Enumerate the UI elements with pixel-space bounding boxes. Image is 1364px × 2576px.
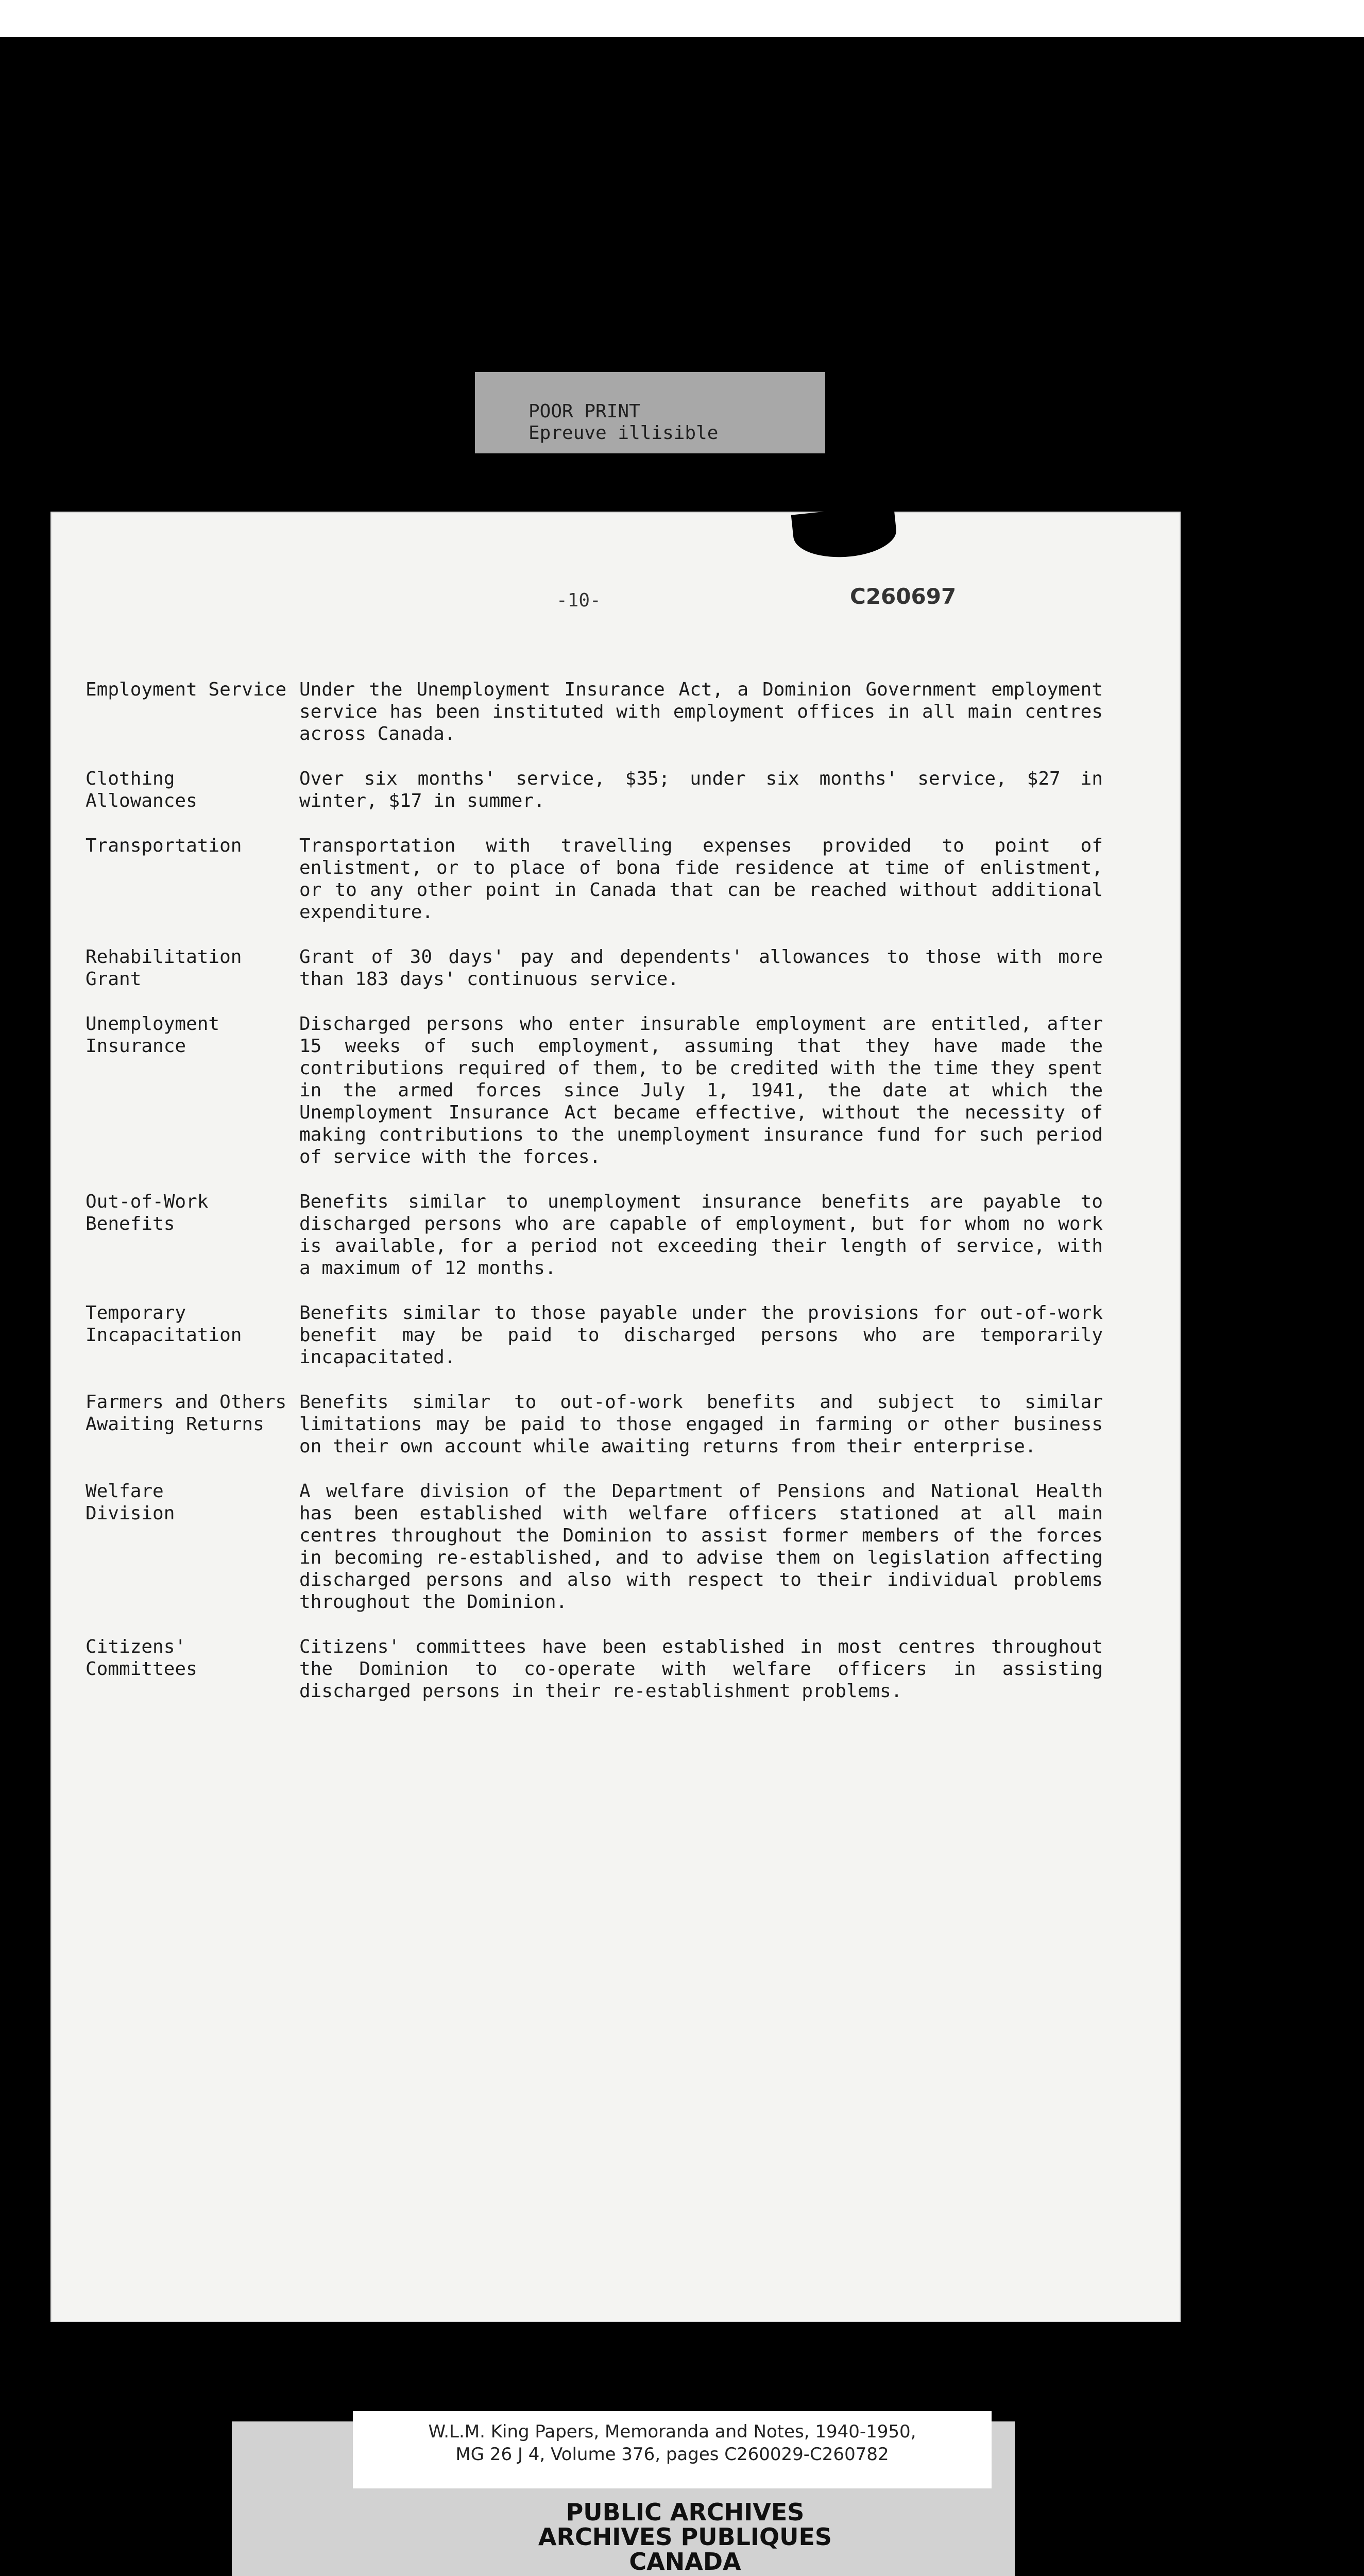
entry-label: Clothing Allowances xyxy=(86,768,197,811)
stamp-line-1: PUBLIC ARCHIVES xyxy=(566,2498,805,2526)
document-page xyxy=(52,513,1180,2321)
entry-label: Rehabilitation Grant xyxy=(86,946,242,990)
entry-employment-service xyxy=(86,679,1141,745)
entry-label: Temporary Incapacitation xyxy=(86,1302,242,1346)
entry-text: Grant of 30 days' pay and dependents' allowances to those with more than 183 days' continuous service. xyxy=(299,946,1103,990)
reference-line-2: MG 26 J 4, Volume 376, pages C260029-C260782 xyxy=(455,2444,889,2465)
public-archives-stamp xyxy=(448,2500,922,2574)
poor-print-line-2: Epreuve illisible xyxy=(528,422,719,444)
entry-label: Unemployment Insurance xyxy=(86,1013,220,1057)
entry-text: Under the Unemployment Insurance Act, a Dominion Government employment service has been instituted with employment offices in all main centres across Canada. xyxy=(299,679,1103,744)
stamp-line-3: CANADA xyxy=(629,2548,741,2575)
top-margin-strip xyxy=(0,0,1364,37)
entry-text: Benefits similar to those payable under the provisions for out-of-work benefit may be paid to discharged persons who are temporarily incapacitated. xyxy=(299,1302,1103,1368)
entry-text: A welfare division of the Department of Pensions and National Health has been established with welfare officers stationed at all main centres throughout the Dominion to assist former members of the forces in becoming re-established, and to advise them on legislation affecting discharged persons and also with respect to their individual problems throughout the Dominion. xyxy=(299,1481,1103,1613)
entry-rehabilitation-grant xyxy=(86,946,1141,990)
page-tear xyxy=(791,504,899,562)
stamp-line-2: ARCHIVES PUBLIQUES xyxy=(538,2523,832,2551)
archive-reference-slip xyxy=(353,2411,992,2488)
entry-text: Benefits similar to out-of-work benefits and subject to similar limitations may be paid to those engaged in farming or other business on their own account while awaiting returns from their enterprise. xyxy=(299,1392,1103,1457)
entry-out-of-work-benefits xyxy=(86,1191,1141,1279)
entry-citizens-committees xyxy=(86,1636,1141,1702)
entry-text: Citizens' committees have been established in most centres throughout the Dominion to co-operate with welfare officers in assisting discharged persons in their re-establishment problems. xyxy=(299,1636,1103,1702)
entry-unemployment-insurance xyxy=(86,1013,1141,1168)
poor-print-line-1: POOR PRINT xyxy=(528,401,640,422)
entry-label: Farmers and Others Awaiting Returns xyxy=(86,1392,287,1435)
benefits-list xyxy=(86,679,1141,1725)
entry-label: Employment Service xyxy=(86,679,287,700)
entry-label: Out-of-Work Benefits xyxy=(86,1191,209,1234)
poor-print-notice xyxy=(475,372,825,453)
entry-text: Benefits similar to unemployment insurance benefits are payable to discharged persons who are capable of employment, but for whom no work is available, for a period not exceeding their length of service, with a maximum of 12 months. xyxy=(299,1191,1103,1279)
entry-text: Transportation with travelling expenses provided to point of enlistment, or to place of bona fide residence at time of enlistment, or to any other point in Canada that can be reached without additional expenditure. xyxy=(299,835,1103,923)
entry-temporary-incapacitation xyxy=(86,1302,1141,1368)
entry-farmers-awaiting-returns xyxy=(86,1391,1141,1458)
entry-label: Citizens' Committees xyxy=(86,1636,197,1680)
entry-label: Transportation xyxy=(86,835,242,856)
entry-clothing-allowances xyxy=(86,768,1141,812)
catalog-number: C260697 xyxy=(850,584,957,609)
entry-text: Over six months' service, $35; under six months' service, $27 in winter, $17 in summer. xyxy=(299,768,1103,811)
entry-welfare-division xyxy=(86,1480,1141,1613)
entry-label: Welfare Division xyxy=(86,1481,175,1524)
reference-line-1: W.L.M. King Papers, Memoranda and Notes, 1940-1950, xyxy=(428,2421,916,2442)
page-number: -10- xyxy=(556,590,601,611)
entry-text: Discharged persons who enter insurable employment are entitled, after 15 weeks of such employment, assuming that they have made the contributions required of them, to be credited with the time they spent in the armed forces since July 1, 1941, the date at which the Unemployment Insurance Act became effective, without the necessity of making contributions to the unemployment insurance fund for such period of service with the forces. xyxy=(299,1013,1103,1167)
entry-transportation xyxy=(86,835,1141,923)
